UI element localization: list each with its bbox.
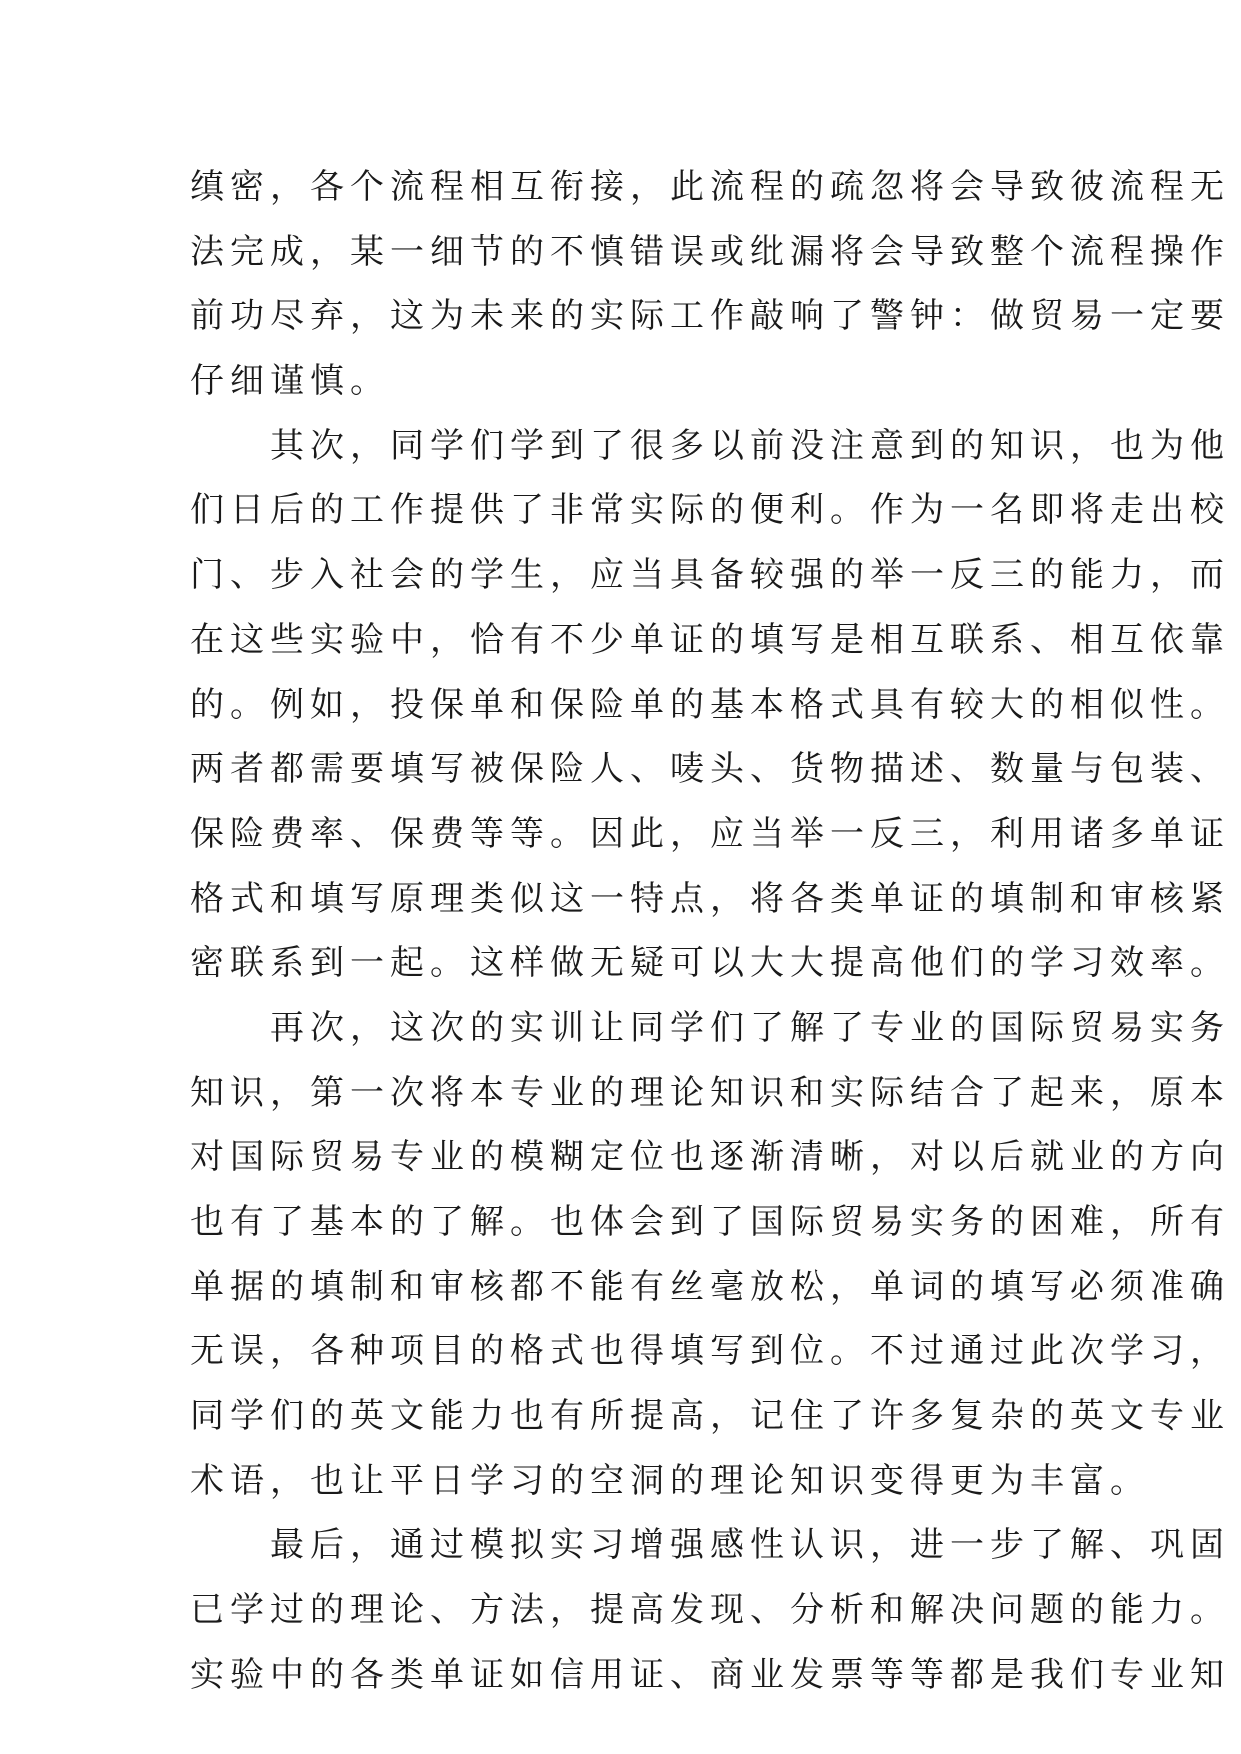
text-line: 也有了基本的了解。也体会到了国际贸易实务的困难，所有 [190, 1202, 1230, 1242]
text-line: 已学过的理论、方法，提高发现、分析和解决问题的能力。 [190, 1590, 1230, 1631]
text-line: 法完成，某一细节的不慎错误或纰漏将会导致整个流程操作 [190, 231, 1230, 272]
text-line: 前功尽弃，这为未来的实际工作敲响了警钟：做贸易一定要 [190, 296, 1230, 337]
text-line: 的。例如，投保单和保险单的基本格式具有较大的相似性。 [190, 684, 1230, 725]
text-line: 缜密，各个流程相互衔接，此流程的疏忽将会导致彼流程无 [190, 167, 1230, 207]
text-line: 其次，同学们学到了很多以前没注意到的知识，也为他 [190, 425, 1230, 466]
text-line: 最后，通过模拟实习增强感性认识，进一步了解、巩固 [190, 1525, 1230, 1566]
text-line: 单据的填制和审核都不能有丝毫放松，单词的填写必须准确 [190, 1266, 1230, 1307]
text-line: 在这些实验中，恰有不少单证的填写是相互联系、相互依靠 [190, 619, 1230, 660]
text-line: 术语，也让平日学习的空洞的理论知识变得更为丰富。 [190, 1460, 1150, 1501]
text-line: 实验中的各类单证如信用证、商业发票等等都是我们专业知 [190, 1654, 1230, 1695]
text-line: 门、步入社会的学生，应当具备较强的举一反三的能力，而 [190, 555, 1230, 596]
text-line: 密联系到一起。这样做无疑可以大大提高他们的学习效率。 [190, 943, 1230, 984]
text-line: 同学们的英文能力也有所提高，记住了许多复杂的英文专业 [190, 1396, 1230, 1437]
text-line: 两者都需要填写被保险人、唛头、货物描述、数量与包装、 [190, 749, 1230, 790]
text-line: 保险费率、保费等等。因此，应当举一反三，利用诸多单证 [190, 813, 1230, 854]
body-text [190, 155, 1230, 1708]
text-line: 对国际贸易专业的模糊定位也逐渐清晰，对以后就业的方向 [190, 1137, 1230, 1178]
text-line: 无误，各种项目的格式也得填写到位。不过通过此次学习， [190, 1331, 1230, 1372]
text-line: 知识，第一次将本专业的理论知识和实际结合了起来，原本 [190, 1072, 1230, 1113]
text-line: 格式和填写原理类似这一特点，将各类单证的填制和审核紧 [190, 878, 1230, 919]
text-line: 们日后的工作提供了非常实际的便利。作为一名即将走出校 [190, 490, 1230, 531]
text-line: 仔细谨慎。 [190, 361, 390, 402]
text-line: 再次，这次的实训让同学们了解了专业的国际贸易实务 [190, 1007, 1230, 1048]
